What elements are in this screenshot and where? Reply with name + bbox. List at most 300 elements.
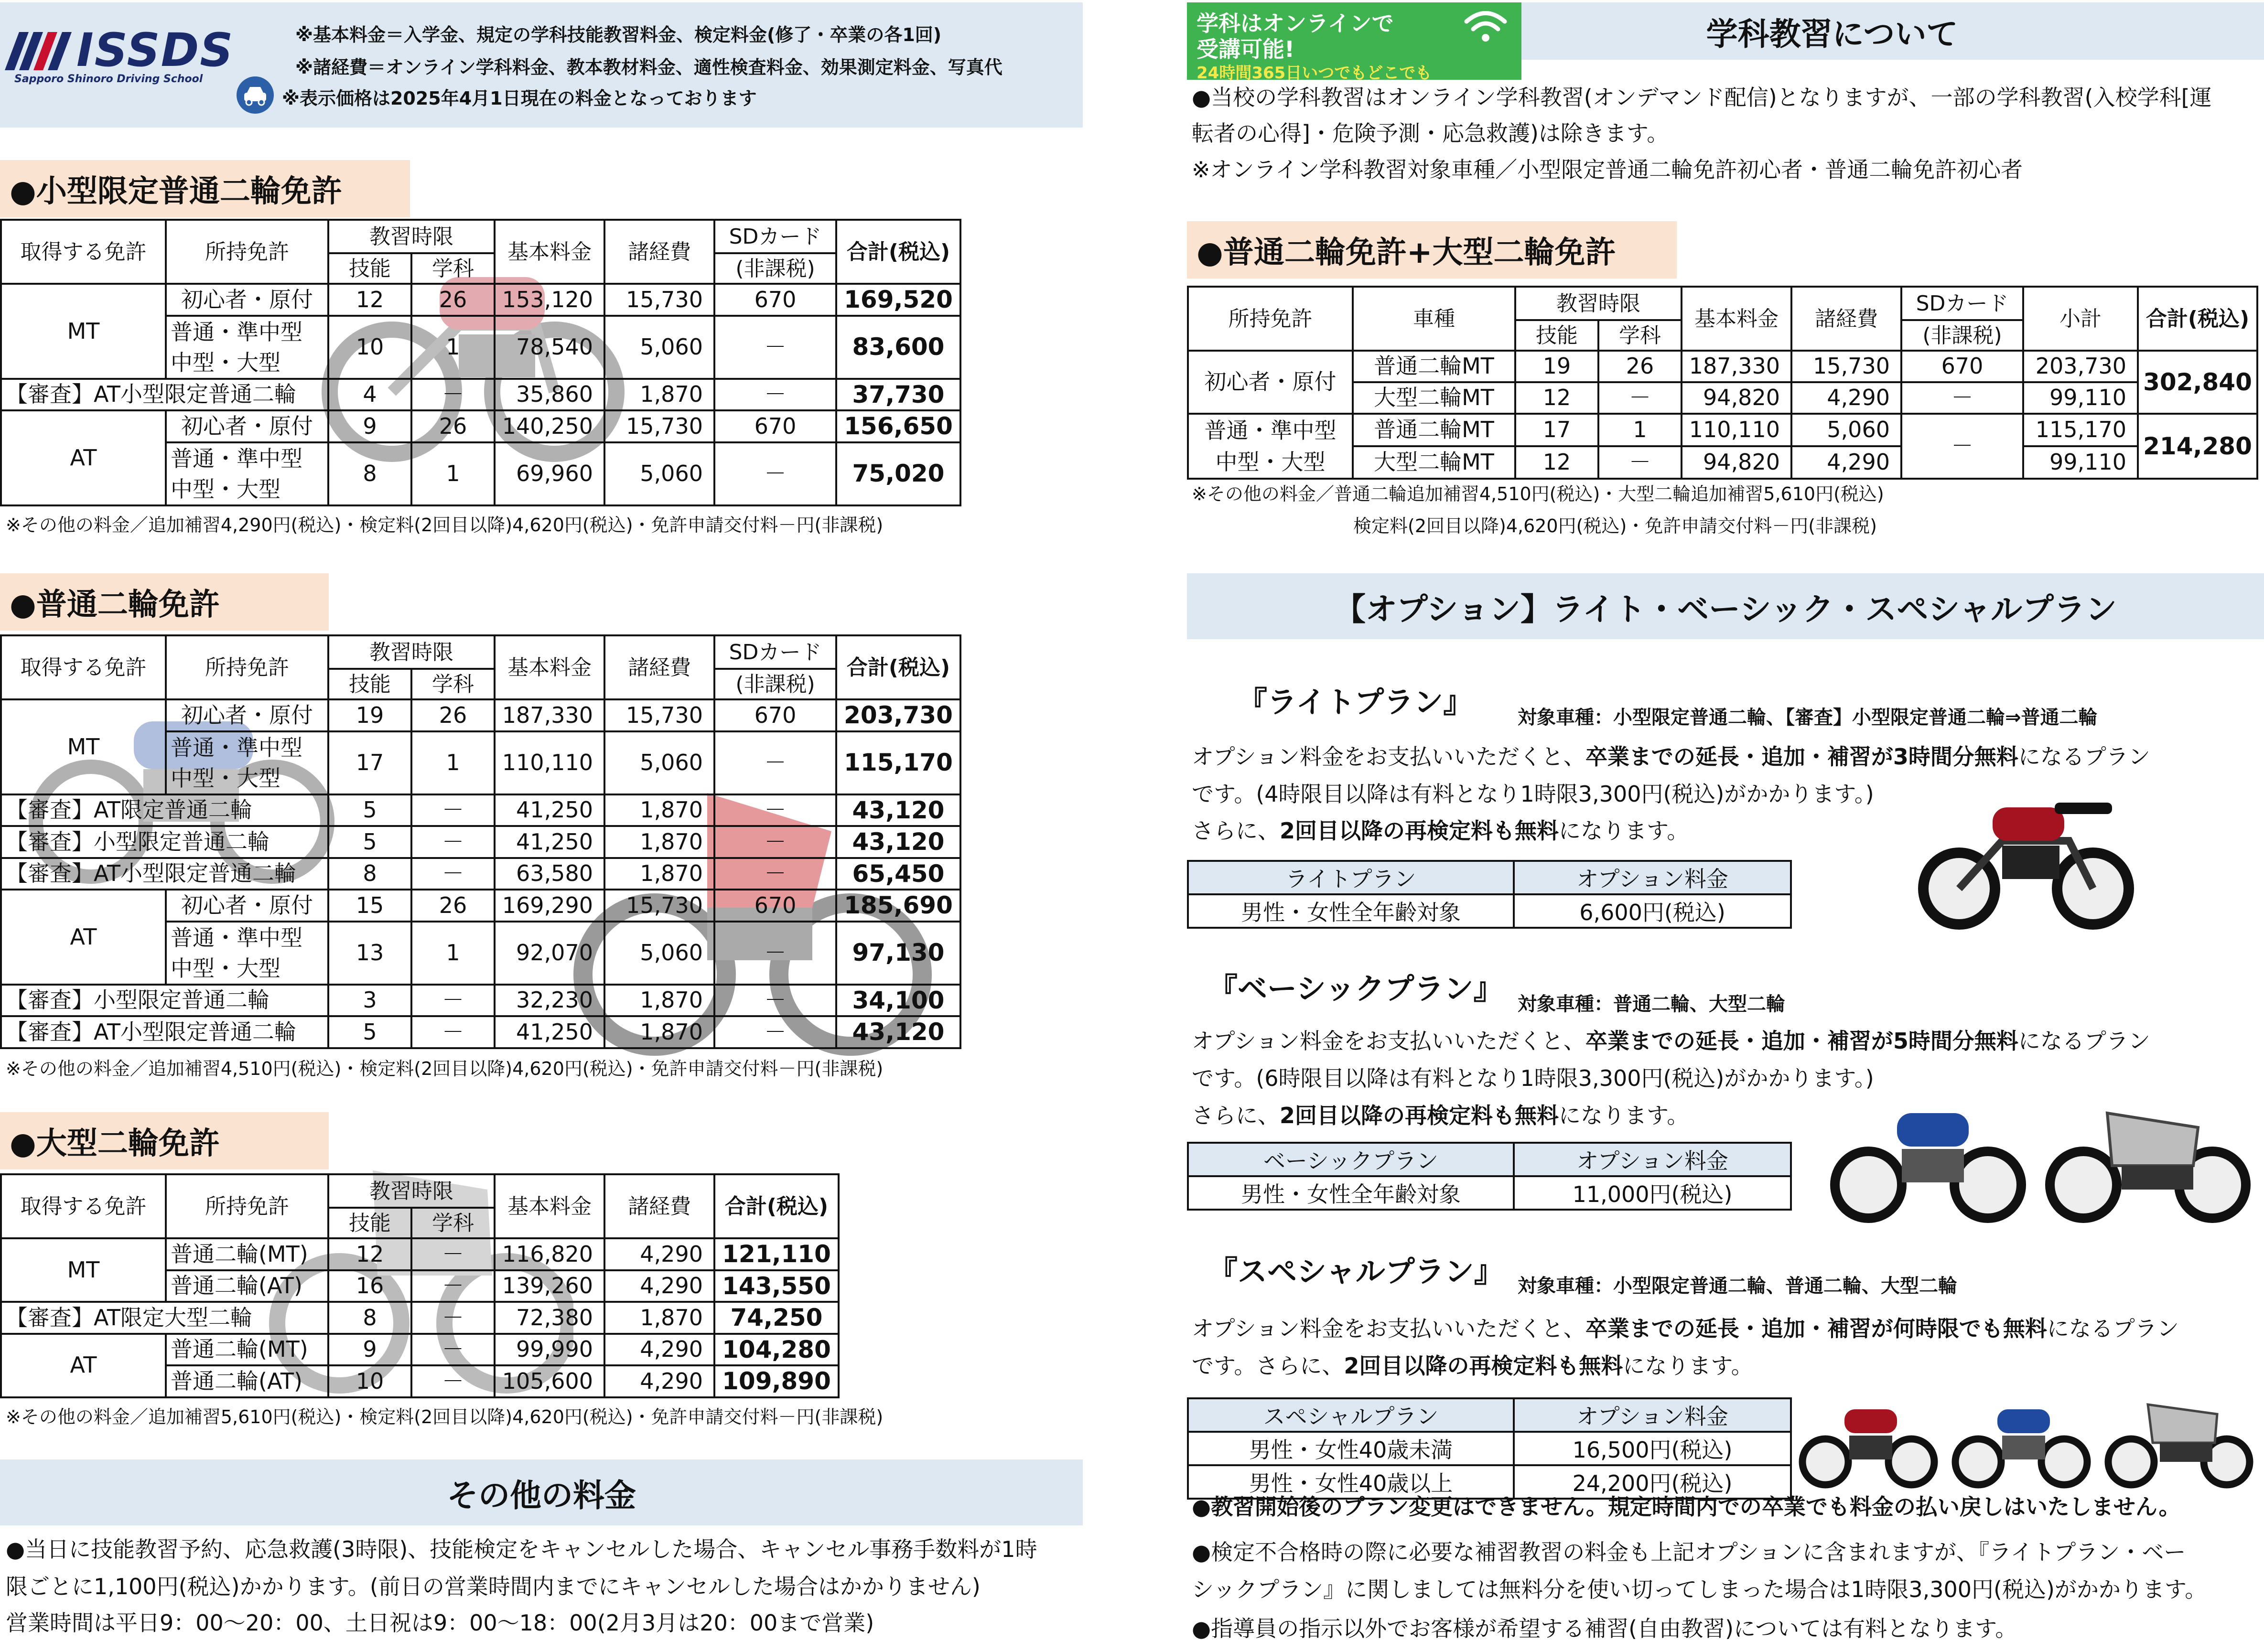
online-badge <box>1187 2 1521 83</box>
cell-subtotal: 99,110 <box>2023 446 2138 479</box>
cell-base: 94,820 <box>1682 382 1791 414</box>
section-title-small-moto: ●小型限定普通二輪免許 <box>0 160 410 217</box>
light-plan-name: ライトプラン <box>1188 861 1514 894</box>
cell-skill: 12 <box>1515 446 1598 479</box>
cell-skill: 9 <box>328 1334 411 1366</box>
cell-total: 109,890 <box>714 1365 839 1397</box>
col-subtotal: 小計 <box>2023 287 2138 351</box>
cell-base: 139,260 <box>495 1270 604 1302</box>
cell-vehicle: 大型二輪MT <box>1353 446 1515 479</box>
cell-misc: 5,060 <box>1791 414 1901 446</box>
cell-skill: 5 <box>328 794 411 826</box>
col-option-fee: オプション料金 <box>1514 1143 1791 1176</box>
cell-misc: 15,730 <box>1791 351 1901 382</box>
cell-misc: 15,730 <box>604 890 714 922</box>
cell-skill: 17 <box>1515 414 1598 446</box>
motorcycle-special-image-2 <box>1950 1385 2093 1491</box>
basic-plan-highlight: 2回目以降の再検定料も無料 <box>1280 1103 1559 1128</box>
table-row <box>1 1016 960 1048</box>
cell-skill: 12 <box>328 284 411 316</box>
cell-theory: － <box>411 858 495 890</box>
cell-sd: 670 <box>714 890 836 922</box>
col-skill: 技能 <box>328 253 411 284</box>
cell-theory: 26 <box>411 890 495 922</box>
logo-subtitle: Sapporo Shinoro Driving School <box>14 73 203 85</box>
cell-misc: 4,290 <box>604 1238 714 1270</box>
light-plan-text: オプション料金をお支払いいただくと、 <box>1192 744 1585 770</box>
col-base: 基本料金 <box>495 1174 604 1238</box>
cell-skill: 12 <box>328 1238 411 1270</box>
table-row <box>1 1334 839 1366</box>
table-row <box>1 1238 839 1270</box>
basic-plan-table <box>1187 1142 1792 1211</box>
cell-held-line-2: 中型・大型 <box>1215 449 1326 475</box>
cell-total: 121,110 <box>714 1238 839 1270</box>
cell-total: 104,280 <box>714 1334 839 1366</box>
cell-sd: － <box>714 731 836 794</box>
other-fees-line-3: 営業時間は平日9：00～20：00、土日祝は9：00～18：00(2月3月は20：00まで営業) <box>6 1610 874 1636</box>
cell-sd: － <box>714 1016 836 1048</box>
cell-theory: 26 <box>411 699 495 731</box>
cell-held: 普通・準中型 中型・大型 <box>166 442 328 505</box>
cell-misc: 1,870 <box>604 794 714 826</box>
col-misc: 諸経費 <box>604 1174 714 1238</box>
motorcycle-light-image <box>1911 774 2141 932</box>
cell-base: 92,070 <box>495 922 604 985</box>
cell-total: 34,100 <box>836 985 960 1017</box>
basic-plan-line-1 <box>1192 1022 2150 1060</box>
cell-total: 83,600 <box>836 316 960 379</box>
cell-license: MT <box>1 1238 166 1302</box>
cell-subtotal: 99,110 <box>2023 382 2138 414</box>
col-theory: 学科 <box>411 253 495 284</box>
option-note-3: シックプラン』に関しましては無料分を使い切ってしまった場合は1時限3,300円(税込)がかかります。 <box>1192 1577 2207 1602</box>
cell-total: 65,450 <box>836 858 960 890</box>
special-plan-row-label: 男性・女性40歳未満 <box>1188 1432 1514 1465</box>
table-row <box>1 985 960 1017</box>
cell-skill: 8 <box>328 1302 411 1334</box>
combo-fee-table <box>1187 286 2258 480</box>
motorcycle-basic-image-1 <box>1825 1084 2031 1223</box>
col-license: 取得する免許 <box>1 220 166 284</box>
small-moto-footnote: ※その他の料金／追加補習4,290円(税込)・検定料(2回目以降)4,620円(税込)・免許申請交付料－円(非課税) <box>6 515 884 536</box>
cell-skill: 8 <box>328 858 411 890</box>
special-plan-text: オプション料金をお支払いいただくと、 <box>1192 1316 1585 1341</box>
cell-misc: 5,060 <box>604 442 714 505</box>
table-row <box>1 794 960 826</box>
cell-license: MT <box>1 284 166 379</box>
cell-theory: － <box>411 985 495 1017</box>
cell-held-line-2: 中型・大型 <box>171 765 280 791</box>
special-plan-row-fee: 16,500円(税込) <box>1514 1432 1791 1465</box>
cell-held: 初心者・原付 <box>166 699 328 731</box>
cell-total: 43,120 <box>836 794 960 826</box>
car-icon <box>237 76 274 114</box>
special-plan-text: になるプラン <box>2047 1316 2179 1341</box>
cell-sd: － <box>714 316 836 379</box>
basic-plan-text: になるプラン <box>2018 1028 2150 1054</box>
cell-skill: 5 <box>328 826 411 858</box>
table-row <box>1 1302 839 1334</box>
basic-plan-title: 『ベーシックプラン』 <box>1208 971 1503 1006</box>
option-note-4: ●指導員の指示以外でお客様が希望する補習(自由教習)については有料となります。 <box>1192 1616 2017 1641</box>
cell-theory: 1 <box>1598 414 1682 446</box>
cell-held <box>166 731 328 794</box>
light-plan-text: になります。 <box>1559 818 1689 844</box>
cell-skill: 9 <box>328 410 411 442</box>
cell-skill: 10 <box>328 1365 411 1397</box>
basic-plan-text: になります。 <box>1559 1103 1689 1128</box>
cell-skill: 4 <box>328 379 411 411</box>
cell-license: 【審査】AT小型限定普通二輪 <box>1 1016 328 1048</box>
special-plan-row-fee: 24,200円(税込) <box>1514 1465 1791 1499</box>
cell-held-line-1: 普通・準中型 <box>171 734 302 761</box>
option-note-2: ●検定不合格時の際に必要な補習教習の料金も上記オプションに含まれますが、『ライトプラン・ベー <box>1192 1539 2186 1565</box>
cell-misc: 4,290 <box>604 1365 714 1397</box>
cell-sd: － <box>714 794 836 826</box>
basic-plan-text: さらに、 <box>1192 1103 1280 1128</box>
cell-skill: 19 <box>328 699 411 731</box>
light-plan-line-2: です。(4時限目以降は有料となり1時限3,300円(税込)がかかります。) <box>1192 781 1874 807</box>
light-plan-row-fee: 6,600円(税込) <box>1514 894 1791 928</box>
col-license: 取得する免許 <box>1 635 166 699</box>
cell-skill: 8 <box>328 442 411 505</box>
cell-skill: 10 <box>328 316 411 379</box>
table-row <box>1188 414 2257 446</box>
online-line-1: ●当校の学科教習はオンライン学科教習(オンデマンド配信)となりますが、一部の学科教習(入校学科[運 <box>1192 85 2212 110</box>
col-sd: SDカード <box>1901 287 2023 320</box>
header-note-2: ※諸経費＝オンライン学科料金、教本教材料金、適性検査料金、効果測定料金、写真代 <box>295 57 1003 78</box>
cell-total: 97,130 <box>836 922 960 985</box>
logo-stripes-icon <box>5 32 76 70</box>
cell-skill: 16 <box>328 1270 411 1302</box>
special-plan-highlight: 2回目以降の再検定料も無料 <box>1344 1353 1623 1379</box>
large-moto-fee-table <box>0 1173 840 1398</box>
cell-misc: 15,730 <box>604 284 714 316</box>
special-plan-name: スペシャルプラン <box>1188 1398 1514 1432</box>
cell-skill: 17 <box>328 731 411 794</box>
cell-sd: － <box>714 858 836 890</box>
col-misc: 諸経費 <box>1791 287 1901 351</box>
col-held: 所持免許 <box>166 635 328 699</box>
cell-base: 169,290 <box>495 890 604 922</box>
cell-theory: － <box>411 794 495 826</box>
col-hours: 教習時限 <box>1515 287 1682 320</box>
table-row <box>1 284 960 316</box>
cell-total: 75,020 <box>836 442 960 505</box>
col-skill: 技能 <box>328 669 411 699</box>
cell-misc: 15,730 <box>604 410 714 442</box>
cell-base: 110,110 <box>1682 414 1791 446</box>
cell-license: 【審査】AT限定普通二輪 <box>1 794 328 826</box>
cell-theory: － <box>1598 382 1682 414</box>
table-row <box>1 699 960 731</box>
basic-plan-row-label: 男性・女性全年齢対象 <box>1188 1176 1514 1210</box>
table-row <box>1 379 960 411</box>
cell-sd: 670 <box>714 699 836 731</box>
cell-sd: － <box>714 442 836 505</box>
combo-footnote-1: ※その他の料金／普通二輪追加補習4,510円(税込)・大型二輪追加補習5,610円(税込) <box>1192 483 1884 504</box>
light-plan-text: さらに、 <box>1192 818 1280 844</box>
col-total: 合計(税込) <box>2138 287 2257 351</box>
special-plan-row-label: 男性・女性40歳以上 <box>1188 1465 1514 1499</box>
cell-subtotal: 115,170 <box>2023 414 2138 446</box>
school-logo <box>5 23 287 85</box>
col-hours: 教習時限 <box>328 1174 495 1208</box>
col-base: 基本料金 <box>495 635 604 699</box>
cell-base: 41,250 <box>495 1016 604 1048</box>
cell-held: 初心者・原付 <box>166 410 328 442</box>
col-hours: 教習時限 <box>328 220 495 253</box>
table-row <box>1 890 960 922</box>
cell-license: AT <box>1 890 166 985</box>
combo-footnote-2: 検定料(2回目以降)4,620円(税込)・免許申請交付料－円(非課税) <box>1353 515 1877 536</box>
col-skill: 技能 <box>328 1208 411 1238</box>
cell-license: MT <box>1 699 166 794</box>
wifi-icon <box>1462 7 1509 45</box>
cell-vehicle: 普通二輪MT <box>1353 414 1515 446</box>
cell-misc: 4,290 <box>1791 382 1901 414</box>
cell-vehicle: 大型二輪MT <box>1353 382 1515 414</box>
table-row <box>1 410 960 442</box>
cell-license: 【審査】AT小型限定普通二輪 <box>1 379 328 411</box>
cell-theory: 1 <box>411 316 495 379</box>
cell-misc: 1,870 <box>604 985 714 1017</box>
basic-plan-highlight: 卒業までの延長・追加・補習が5時間分無料 <box>1585 1028 2018 1054</box>
cell-sd: － <box>714 379 836 411</box>
cell-held: 普通二輪(AT) <box>166 1365 328 1397</box>
table-row <box>1188 351 2257 382</box>
cell-base: 140,250 <box>495 410 604 442</box>
cell-misc: 4,290 <box>604 1334 714 1366</box>
cell-theory: － <box>411 1302 495 1334</box>
cell-held: 初心者・原付 <box>166 890 328 922</box>
cell-held: 初心者・原付 <box>1188 351 1353 414</box>
light-plan-highlight: 2回目以降の再検定料も無料 <box>1280 818 1559 844</box>
cell-theory: － <box>1598 446 1682 479</box>
cell-theory: 26 <box>411 284 495 316</box>
col-misc: 諸経費 <box>604 220 714 284</box>
col-misc: 諸経費 <box>604 635 714 699</box>
col-total: 合計(税込) <box>836 635 960 699</box>
cell-theory: － <box>411 1238 495 1270</box>
cell-skill: 15 <box>328 890 411 922</box>
cell-theory: － <box>411 1016 495 1048</box>
cell-base: 116,820 <box>495 1238 604 1270</box>
cell-held: 普通二輪(AT) <box>166 1270 328 1302</box>
cell-theory: － <box>411 1365 495 1397</box>
cell-misc: 1,870 <box>604 379 714 411</box>
cell-base: 41,250 <box>495 794 604 826</box>
cell-total: 43,120 <box>836 826 960 858</box>
light-plan-row-label: 男性・女性全年齢対象 <box>1188 894 1514 928</box>
cell-theory: 26 <box>411 410 495 442</box>
cell-misc: 15,730 <box>604 699 714 731</box>
basic-plan-line-2: です。(6時限目以降は有料となり1時限3,300円(税込)がかかります。) <box>1192 1065 1874 1091</box>
online-line-3: ※オンライン学科教習対象車種／小型限定普通二輪免許初心者・普通二輪免許初心者 <box>1192 157 2023 182</box>
cell-held-line-1: 普通・準中型 <box>171 924 302 951</box>
basic-plan-row-fee: 11,000円(税込) <box>1514 1176 1791 1210</box>
cell-total: 156,650 <box>836 410 960 442</box>
cell-theory: 1 <box>411 442 495 505</box>
online-badge-line-1: 学科はオンラインで <box>1197 11 1394 36</box>
cell-skill: 5 <box>328 1016 411 1048</box>
special-plan-text: になります。 <box>1623 1353 1753 1379</box>
cell-base: 69,960 <box>495 442 604 505</box>
cell-skill: 19 <box>1515 351 1598 382</box>
other-fees-line-2: 限ごとに1,100円(税込)かかります。(前日の営業時間内までにキャンセルした場合はかかりません) <box>6 1574 981 1599</box>
online-badge-line-2: 受講可能! <box>1197 36 1294 62</box>
header-note-3: ※表示価格は2025年4月1日現在の料金となっております <box>282 88 757 109</box>
col-hours: 教習時限 <box>328 635 495 669</box>
cell-held: 普通二輪(MT) <box>166 1238 328 1270</box>
col-held: 所持免許 <box>166 1174 328 1238</box>
col-theory: 学科 <box>411 669 495 699</box>
light-plan-highlight: 卒業までの延長・追加・補習が3時間分無料 <box>1585 744 2018 770</box>
cell-total: 143,550 <box>714 1270 839 1302</box>
cell-base: 153,120 <box>495 284 604 316</box>
col-held: 所持免許 <box>1188 287 1353 351</box>
cell-sd: － <box>1901 382 2023 414</box>
cell-base: 78,540 <box>495 316 604 379</box>
cell-misc: 1,870 <box>604 826 714 858</box>
col-option-fee: オプション料金 <box>1514 861 1791 894</box>
col-theory: 学科 <box>1598 320 1682 351</box>
small-moto-fee-table <box>0 219 961 506</box>
cell-base: 94,820 <box>1682 446 1791 479</box>
special-plan-title: 『スペシャルプラン』 <box>1208 1254 1504 1289</box>
col-total: 合計(税込) <box>714 1174 839 1238</box>
special-plan-text: です。さらに、 <box>1192 1353 1344 1379</box>
col-base: 基本料金 <box>1682 287 1791 351</box>
cell-misc: 5,060 <box>604 922 714 985</box>
cell-theory: 1 <box>411 922 495 985</box>
online-section-title: 学科教習について <box>1706 15 1958 53</box>
section-title-options: 【オプション】ライト・ベーシック・スペシャルプラン <box>1187 573 2264 639</box>
cell-misc: 5,060 <box>604 731 714 794</box>
option-note-1: ●教習開始後のプラン変更はできません。規定時間内での卒業でも料金の払い戻しはいたしません。 <box>1192 1494 2181 1520</box>
online-line-2: 転者の心得]・危険予測・応急救護)は除きます。 <box>1192 120 1669 146</box>
col-option-fee: オプション料金 <box>1514 1398 1791 1432</box>
cell-subtotal: 203,730 <box>2023 351 2138 382</box>
col-license: 取得する免許 <box>1 1174 166 1238</box>
cell-skill: 3 <box>328 985 411 1017</box>
cell-sd: 670 <box>714 410 836 442</box>
cell-sd: 670 <box>1901 351 2023 382</box>
large-moto-footnote: ※その他の料金／追加補習5,610円(税込)・検定料(2回目以降)4,620円(税込)・免許申請交付料－円(非課税) <box>6 1406 884 1427</box>
special-plan-target: 対象車種：小型限定普通二輪、普通二輪、大型二輪 <box>1518 1275 1957 1297</box>
col-total: 合計(税込) <box>836 220 960 284</box>
cell-base: 35,860 <box>495 379 604 411</box>
cell-base: 187,330 <box>495 699 604 731</box>
col-vehicle: 車種 <box>1353 287 1515 351</box>
cell-skill: 13 <box>328 922 411 985</box>
cell-total: 214,280 <box>2138 414 2257 479</box>
cell-misc: 1,870 <box>604 858 714 890</box>
cell-theory: 1 <box>411 731 495 794</box>
light-plan-line-1 <box>1192 738 2150 775</box>
section-title-other-fees: その他の料金 <box>0 1459 1083 1525</box>
cell-vehicle: 普通二輪MT <box>1353 351 1515 382</box>
cell-base: 32,230 <box>495 985 604 1017</box>
cell-total: 74,250 <box>714 1302 839 1334</box>
cell-theory: － <box>411 1270 495 1302</box>
col-base: 基本料金 <box>495 220 604 284</box>
col-theory: 学科 <box>411 1208 495 1238</box>
regular-moto-fee-table <box>0 634 961 1049</box>
special-plan-highlight: 卒業までの延長・追加・補習が何時限でも無料 <box>1585 1316 2047 1341</box>
cell-base: 41,250 <box>495 826 604 858</box>
cell-held: 普通二輪(MT) <box>166 1334 328 1366</box>
cell-held <box>166 922 328 985</box>
motorcycle-special-image-3 <box>2102 1385 2255 1491</box>
light-plan-title: 『ライトプラン』 <box>1238 685 1473 719</box>
cell-misc: 4,290 <box>604 1270 714 1302</box>
cell-held-line-1: 普通・準中型 <box>1204 418 1337 443</box>
table-row <box>1 826 960 858</box>
cell-license: 【審査】小型限定普通二輪 <box>1 826 328 858</box>
cell-total: 203,730 <box>836 699 960 731</box>
col-sd: SDカード <box>714 220 836 253</box>
cell-theory: － <box>411 826 495 858</box>
basic-plan-text: オプション料金をお支払いいただくと、 <box>1192 1028 1585 1054</box>
basic-plan-line-3 <box>1192 1097 1689 1134</box>
light-plan-table <box>1187 860 1792 929</box>
section-title-large-moto: ●大型二輪免許 <box>0 1112 329 1169</box>
cell-license: AT <box>1 410 166 505</box>
cell-total: 302,840 <box>2138 351 2257 414</box>
cell-base: 63,580 <box>495 858 604 890</box>
other-fees-line-1: ●当日に技能教習予約、応急救護(3時限)、技能検定をキャンセルした場合、キャンセル事務手数料が1時 <box>6 1536 1037 1562</box>
section-title-combo: ●普通二輪免許+大型二輪免許 <box>1187 221 1677 279</box>
cell-license: AT <box>1 1334 166 1397</box>
col-held: 所持免許 <box>166 220 328 284</box>
cell-theory: － <box>411 379 495 411</box>
cell-total: 115,170 <box>836 731 960 794</box>
cell-base: 187,330 <box>1682 351 1791 382</box>
cell-sd: 670 <box>714 284 836 316</box>
motorcycle-basic-image-2 <box>2040 1084 2255 1223</box>
cell-held <box>1188 414 1353 479</box>
cell-misc: 5,060 <box>604 316 714 379</box>
regular-moto-footnote: ※その他の料金／追加補習4,510円(税込)・検定料(2回目以降)4,620円(税込)・免許申請交付料－円(非課税) <box>6 1058 884 1079</box>
basic-plan-name: ベーシックプラン <box>1188 1143 1514 1176</box>
cell-misc: 1,870 <box>604 1302 714 1334</box>
section-title-regular-moto: ●普通二輪免許 <box>0 573 329 631</box>
light-plan-text: になるプラン <box>2018 744 2150 770</box>
cell-sd: － <box>1901 414 2023 479</box>
online-badge-line-3: 24時間365日いつでもどこでも <box>1197 64 1432 83</box>
cell-total: 37,730 <box>836 379 960 411</box>
cell-base: 72,380 <box>495 1302 604 1334</box>
cell-theory: 26 <box>1598 351 1682 382</box>
cell-held: 初心者・原付 <box>166 284 328 316</box>
table-row <box>1 858 960 890</box>
cell-skill: 12 <box>1515 382 1598 414</box>
cell-base: 105,600 <box>495 1365 604 1397</box>
header-note-1: ※基本料金＝入学金、規定の学科技能教習料金、検定料金(修了・卒業の各1回) <box>295 24 942 45</box>
cell-license: 【審査】AT限定大型二輪 <box>1 1302 328 1334</box>
light-plan-line-3 <box>1192 812 1689 849</box>
col-sd-sub: (非課税) <box>714 669 836 699</box>
logo-wordmark: ISSDS <box>76 23 234 77</box>
col-sd-sub: (非課税) <box>714 253 836 284</box>
cell-total: 169,520 <box>836 284 960 316</box>
col-sd-sub: (非課税) <box>1901 320 2023 351</box>
special-plan-line-1 <box>1192 1310 2179 1347</box>
cell-sd: － <box>714 985 836 1017</box>
cell-misc: 4,290 <box>1791 446 1901 479</box>
